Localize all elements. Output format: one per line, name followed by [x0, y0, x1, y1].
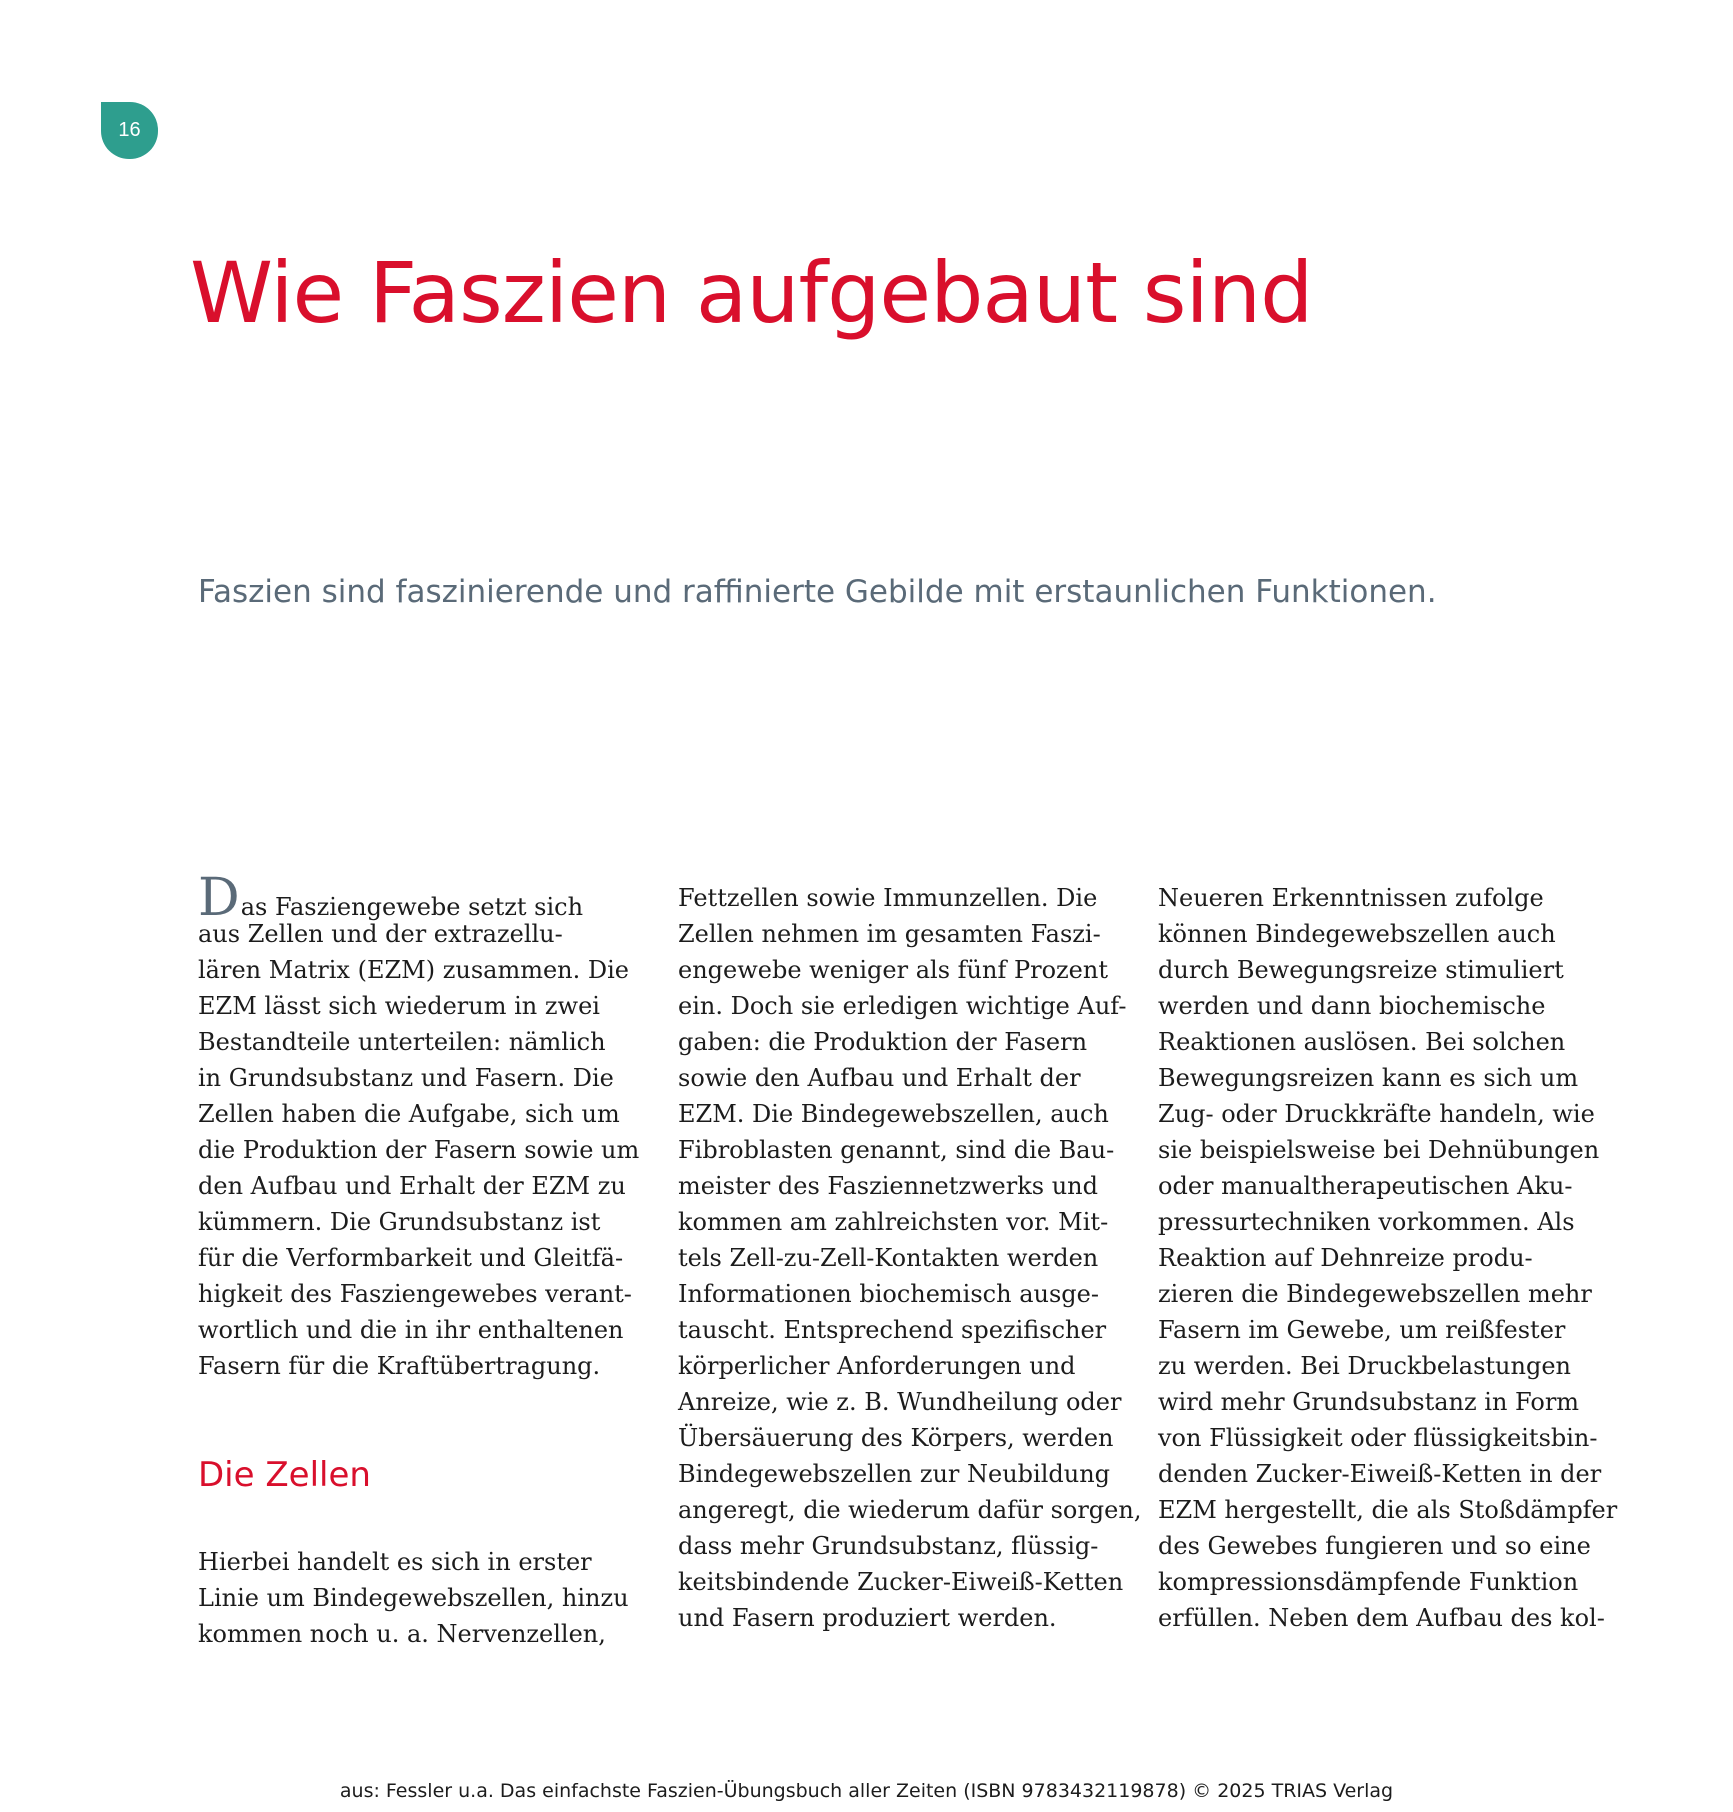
text-line: sie beispielsweise bei Dehnübungen — [1158, 1136, 1600, 1164]
drop-cap: D — [198, 868, 240, 928]
text-column-1 — [198, 868, 640, 1652]
text-line: des Gewebes fungieren und so eine — [1158, 1532, 1591, 1560]
text-line: Fibroblasten genannt, sind die Bau- — [678, 1136, 1115, 1164]
lead-paragraph: Faszien sind faszinierende und raffinierte Gebilde mit erstaunlichen Funktionen. — [198, 574, 1437, 610]
text-line: kommen noch u. a. Nervenzellen, — [198, 1620, 606, 1648]
text-line: higkeit des Fasziengewebes verant- — [198, 1280, 632, 1308]
text-line: EZM. Die Bindegewebszellen, auch — [678, 1100, 1109, 1128]
col2-lines — [678, 880, 1142, 1636]
text-line: ein. Doch sie erledigen wichtige Auf- — [678, 992, 1127, 1020]
text-line: Hierbei handelt es sich in erster — [198, 1548, 592, 1576]
text-line: Informationen biochemisch ausge- — [678, 1280, 1099, 1308]
text-line: Bindegewebszellen zur Neubildung — [678, 1460, 1111, 1488]
text-line: angeregt, die wiederum dafür sorgen, — [678, 1496, 1142, 1524]
text-line: meister des Fasziennetzwerks und — [678, 1172, 1098, 1200]
text-line: Fasern im Gewebe, um reißfester — [1158, 1316, 1566, 1344]
text-line: aus Zellen und der extrazellu- — [198, 920, 563, 948]
text-line: Fettzellen sowie Immunzellen. Die — [678, 884, 1098, 912]
text-line: zieren die Bindegewebszellen mehr — [1158, 1280, 1592, 1308]
text-line: denden Zucker-Eiweiß-Ketten in der — [1158, 1460, 1602, 1488]
text-line: Reaktion auf Dehnreize produ- — [1158, 1244, 1533, 1272]
source-footer: aus: Fessler u.a. Das einfachste Faszien-Übungsbuch aller Zeiten (ISBN 9783432119878) © 2025 TRIAS Verlag — [339, 1780, 1394, 1802]
col1-lines — [198, 916, 640, 1384]
text-line: Neueren Erkenntnissen zufolge — [1158, 884, 1544, 912]
text-line: in Grundsubstanz und Fasern. Die — [198, 1064, 614, 1092]
subheading-die-zellen: Die Zellen — [198, 1455, 371, 1495]
page-title: Wie Faszien aufgebaut sind — [190, 244, 1313, 342]
text-line: engewebe weniger als fünf Prozent — [678, 956, 1108, 984]
text-line: wird mehr Grundsubstanz in Form — [1158, 1388, 1580, 1416]
page-number: 16 — [118, 119, 141, 141]
text-line: und Fasern produziert werden. — [678, 1604, 1057, 1632]
text-line: Reaktionen auslösen. Bei solchen — [1158, 1028, 1566, 1056]
text-line: sowie den Aufbau und Erhalt der — [678, 1064, 1081, 1092]
text-column-2 — [678, 880, 1142, 1636]
text-line: Übersäuerung des Körpers, werden — [678, 1424, 1114, 1452]
text-line: tels Zell-zu-Zell-Kontakten werden — [678, 1244, 1099, 1272]
text-line: oder manualtherapeutischen Aku- — [1158, 1172, 1573, 1200]
text-line: tauscht. Entsprechend spezifischer — [678, 1316, 1107, 1344]
text-line: Zellen nehmen im gesamten Faszi- — [678, 920, 1101, 948]
text-line: durch Bewegungsreize stimuliert — [1158, 956, 1564, 984]
text-column-3 — [1158, 880, 1618, 1636]
text-line: lären Matrix (EZM) zusammen. Die — [198, 956, 629, 984]
text-line: erfüllen. Neben dem Aufbau des kol- — [1158, 1604, 1605, 1632]
text-line: pressurtechniken vorkommen. Als — [1158, 1208, 1575, 1236]
text-line: dass mehr Grundsubstanz, flüssig- — [678, 1532, 1099, 1560]
text-line: Bestandteile unterteilen: nämlich — [198, 1028, 606, 1056]
text-line: werden und dann biochemische — [1158, 992, 1546, 1020]
text-line: kompressionsdämpfende Funktion — [1158, 1568, 1579, 1596]
text-line: für die Verformbarkeit und Gleitfä- — [198, 1244, 624, 1272]
text-line: EZM hergestellt, die als Stoßdämpfer — [1158, 1496, 1618, 1524]
text-line: Bewegungsreizen kann es sich um — [1158, 1064, 1579, 1092]
text-line: die Produktion der Fasern sowie um — [198, 1136, 640, 1164]
first-line — [198, 868, 628, 928]
text-line: gaben: die Produktion der Fasern — [678, 1028, 1088, 1056]
col1-lines-after — [198, 1544, 628, 1652]
text-line: kommen am zahlreichsten vor. Mit- — [678, 1208, 1109, 1236]
text-line: körperlicher Anforderungen und — [678, 1352, 1076, 1380]
text-line: keitsbindende Zucker-Eiweiß-Ketten — [678, 1568, 1124, 1596]
first-line-text: as Fasziengewebe setzt sich — [240, 893, 584, 921]
text-line: zu werden. Bei Druckbelastungen — [1158, 1352, 1571, 1380]
page-number-badge — [101, 102, 158, 159]
text-line: können Bindegewebszellen auch — [1158, 920, 1556, 948]
col3-lines — [1158, 880, 1618, 1636]
text-line: wortlich und die in ihr enthaltenen — [198, 1316, 624, 1344]
text-line: Zellen haben die Aufgabe, sich um — [198, 1100, 620, 1128]
text-line: Zug- oder Druckkräfte handeln, wie — [1158, 1100, 1595, 1128]
text-line: kümmern. Die Grundsubstanz ist — [198, 1208, 601, 1236]
text-line: Fasern für die Kraftübertragung. — [198, 1352, 601, 1380]
text-line: Linie um Bindegewebszellen, hinzu — [198, 1584, 629, 1612]
text-line: von Flüssigkeit oder flüssigkeitsbin- — [1158, 1424, 1598, 1452]
text-line: EZM lässt sich wiederum in zwei — [198, 992, 600, 1020]
text-line: den Aufbau und Erhalt der EZM zu — [198, 1172, 626, 1200]
text-line: Anreize, wie z. B. Wundheilung oder — [678, 1388, 1122, 1416]
